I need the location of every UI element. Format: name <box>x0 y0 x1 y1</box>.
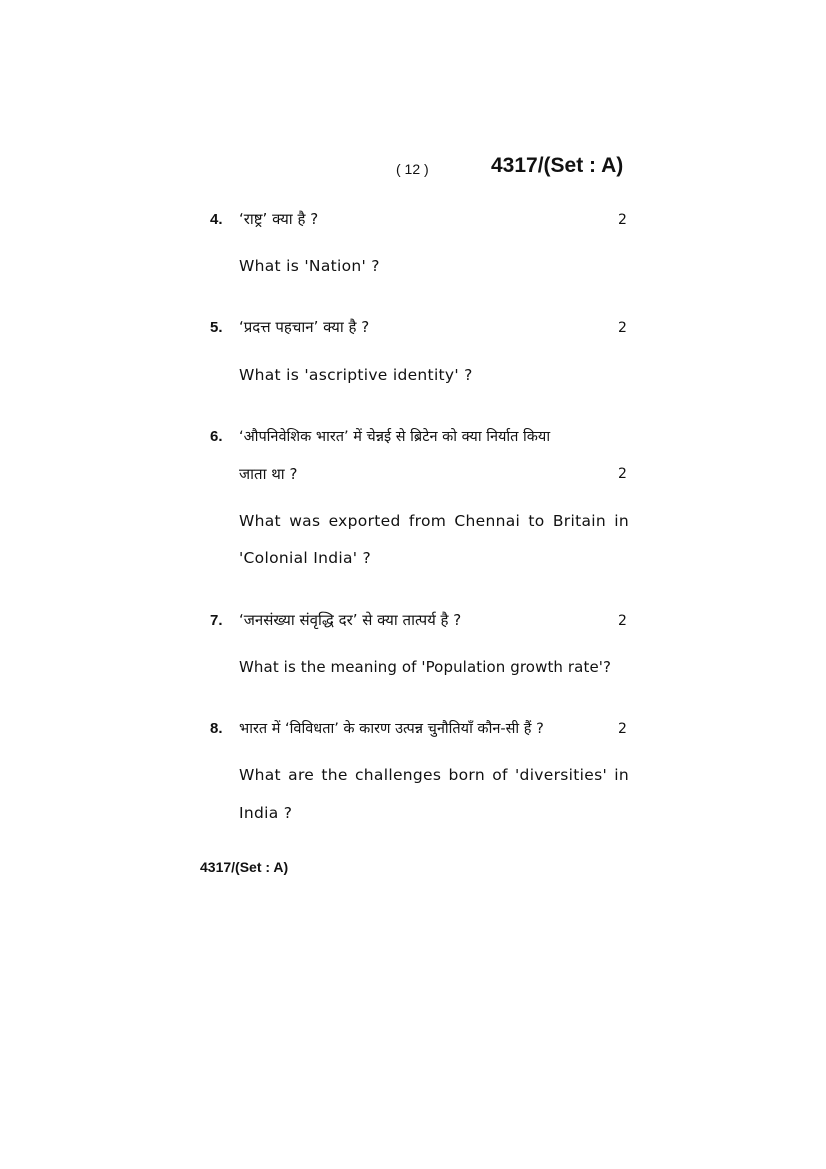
question-english-line-1: What was exported from Chennai to Britain in <box>239 512 629 530</box>
question-number: 8. <box>210 720 223 737</box>
paper-code-header: 4317/(Set : A) <box>491 154 624 177</box>
question-hindi-line-1: ‘औपनिवेशिक भारत’ में चेन्नई से ब्रिटेन को क्या निर्यात किया <box>239 429 551 445</box>
question-number: 5. <box>210 319 223 336</box>
question-number: 7. <box>210 612 223 629</box>
question-hindi: ‘प्रदत्त पहचान’ क्या है ? <box>239 318 370 336</box>
question-hindi: ‘राष्ट्र’ क्या है ? <box>239 210 319 228</box>
question-english-line-2: India ? <box>239 804 293 822</box>
question-english: What is the meaning of 'Population growth rate'? <box>239 658 612 676</box>
question-english-line-2: 'Colonial India' ? <box>239 549 372 567</box>
question-marks: 2 <box>618 212 627 228</box>
page-number: ( 12 ) <box>396 161 429 177</box>
question-english: What is 'ascriptive identity' ? <box>239 366 473 384</box>
question-number: 4. <box>210 211 223 228</box>
question-marks: 2 <box>618 320 627 336</box>
question-marks: 2 <box>618 466 627 482</box>
question-hindi-line-2: जाता था ? <box>239 465 298 483</box>
question-marks: 2 <box>618 721 627 737</box>
question-number: 6. <box>210 428 223 445</box>
question-english-line-1: What are the challenges born of 'diversities' in <box>239 766 629 784</box>
question-hindi: ‘जनसंख्या संवृद्धि दर’ से क्या तात्पर्य है ? <box>239 611 462 629</box>
question-hindi: भारत में ‘विविधता’ के कारण उत्पन्न चुनौतियाँ कौन-सी हैं ? <box>239 721 544 737</box>
question-english: What is 'Nation' ? <box>239 257 380 275</box>
paper-code-footer: 4317/(Set : A) <box>200 859 289 875</box>
question-marks: 2 <box>618 613 627 629</box>
